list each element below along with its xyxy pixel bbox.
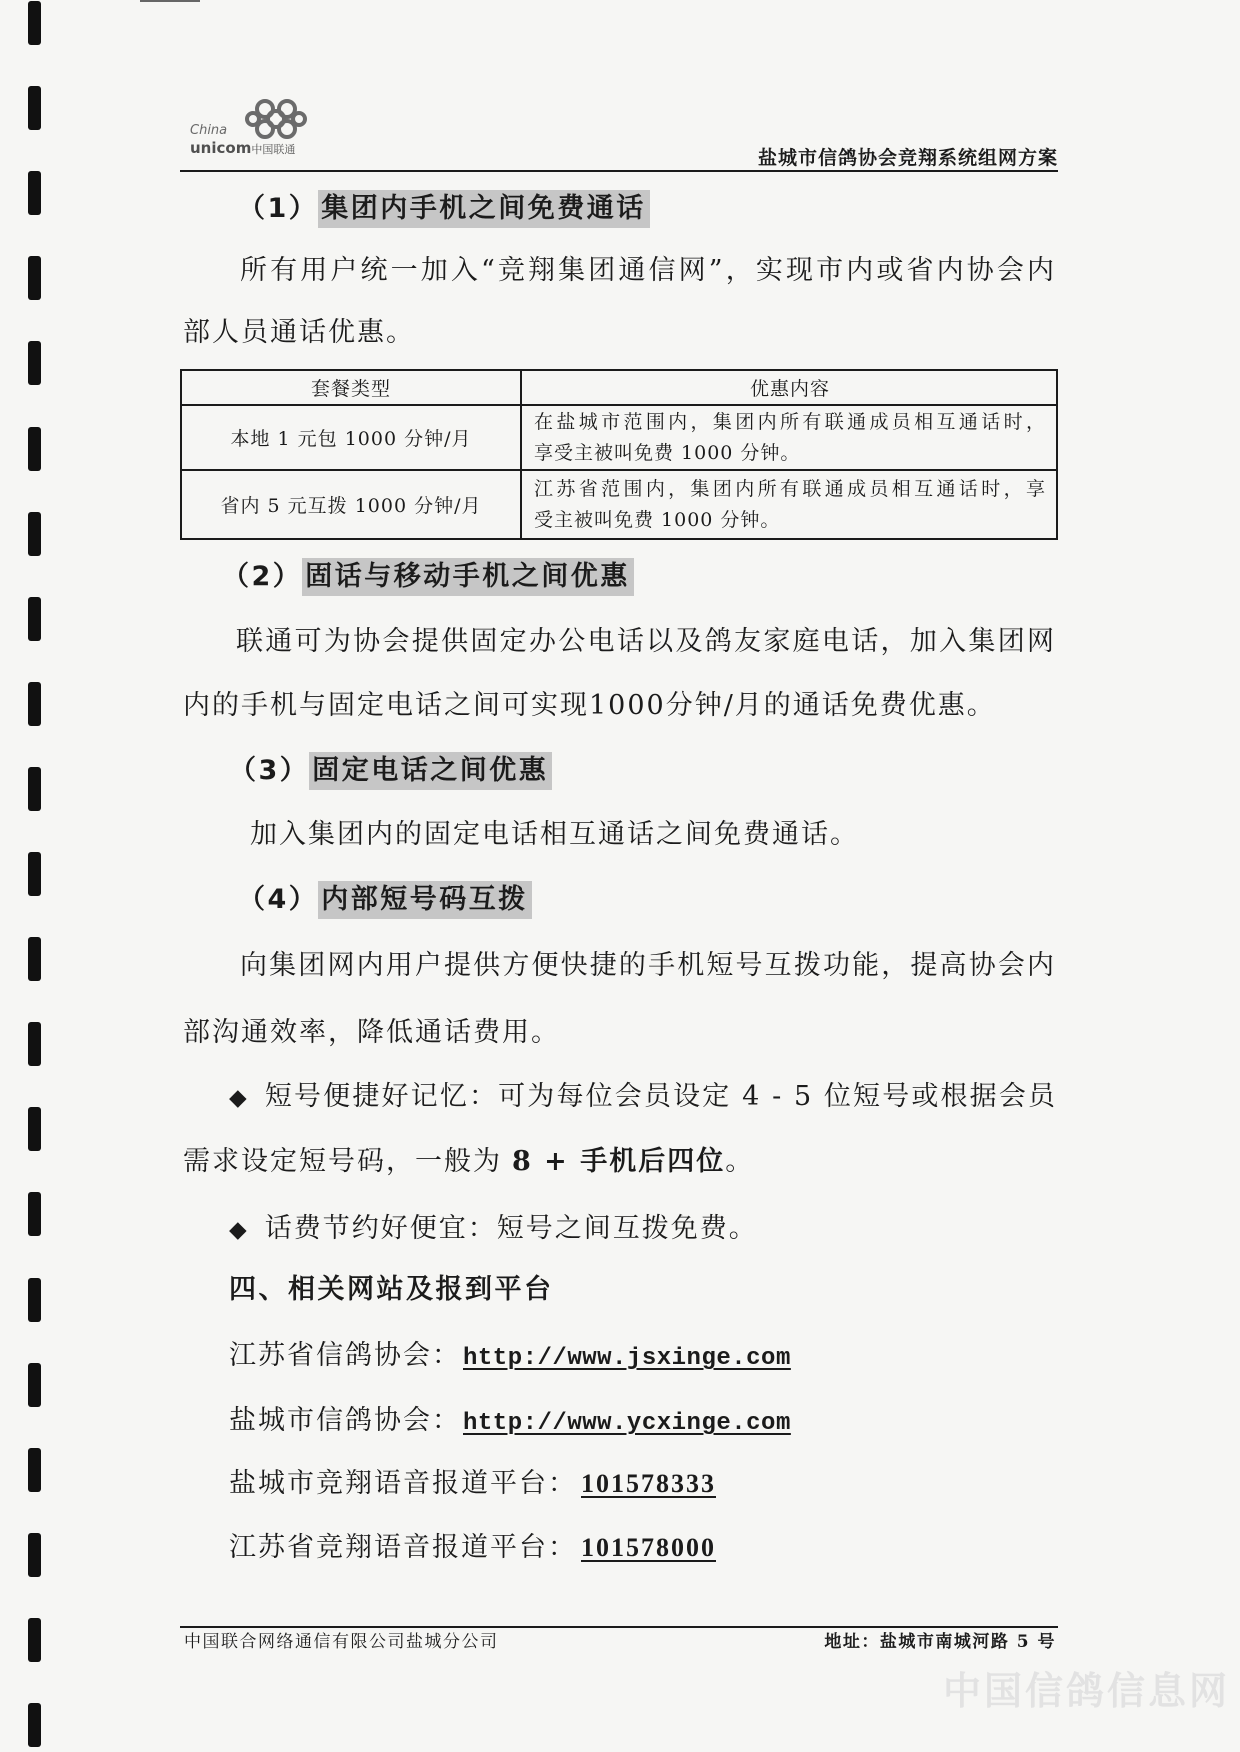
platform-number: 101578333 — [581, 1469, 716, 1498]
bullet-text: 短号便捷好记忆：可为每位会员设定 4 - 5 位短号或根据会员 — [264, 1081, 1057, 1112]
binding-mark — [28, 1448, 41, 1492]
binding-mark — [28, 852, 41, 896]
websites-heading: 四、相关网站及报到平台 — [229, 1274, 554, 1305]
website-label: 盐城市信鸽协会： — [229, 1405, 461, 1436]
benefit-line: 受主被叫免费 1000 分钟。 — [534, 508, 781, 531]
header-rule — [180, 170, 1058, 172]
logo-word-unicom: unicom — [190, 139, 252, 157]
benefit-line: 在盐城市范围内，集团内所有联通成员相互通话时， — [534, 410, 1046, 433]
paragraph-line: 所有用户统一加入“竞翔集团通信网”，实现市内或省内协会内 — [240, 255, 1056, 286]
bullet-text: 。 — [725, 1146, 755, 1177]
section-number: （2） — [222, 561, 303, 592]
binding-mark — [28, 1107, 41, 1151]
benefit-line: 江苏省范围内，集团内所有联通成员相互通话时，享 — [534, 477, 1046, 500]
platform-label: 江苏省竞翔语音报道平台： — [229, 1532, 577, 1563]
table-header-cell — [182, 371, 522, 406]
logo-word-china: China — [190, 123, 228, 138]
bullet-item — [229, 1211, 758, 1247]
binding-mark — [28, 682, 41, 726]
table-cell-plan — [182, 471, 522, 538]
website-url: http://www.ycxinge.com — [463, 1410, 791, 1437]
table-header-benefit: 优惠内容 — [749, 378, 830, 400]
website-item — [229, 1338, 791, 1374]
footer-company: 中国联合网络通信有限公司盐城分公司 — [184, 1632, 499, 1652]
bullet-continuation — [183, 1144, 754, 1180]
plan-name: 本地 1 元包 1000 分钟/月 — [230, 428, 472, 450]
footer-address: 地址：盐城市南城河路 5 号 — [824, 1632, 1056, 1652]
website-label: 江苏省信鸽协会： — [229, 1340, 461, 1371]
section-heading-4 — [238, 881, 532, 919]
binding-mark — [28, 171, 41, 215]
binding-mark — [28, 767, 41, 811]
diamond-bullet-icon: ◆ — [229, 1085, 249, 1111]
watermark: 中国信鸽信息网 — [942, 1669, 1230, 1713]
binding-mark — [28, 1192, 41, 1236]
binding-mark — [28, 512, 41, 556]
platform-number: 101578000 — [581, 1533, 716, 1562]
section-heading-1 — [238, 190, 650, 228]
section-title: 固话与移动手机之间优惠 — [302, 558, 634, 596]
paragraph-line: 向集团网内用户提供方便快捷的手机短号互拨功能，提高协会内 — [240, 950, 1056, 981]
section-number: （1） — [238, 193, 319, 224]
binding-mark — [28, 341, 41, 385]
website-item — [229, 1403, 791, 1439]
binding-mark — [28, 1022, 41, 1066]
paragraph-line: 联通可为协会提供固定办公电话以及鸽友家庭电话，加入集团网 — [236, 626, 1056, 657]
table-cell-benefit — [522, 406, 1056, 471]
platform-label: 盐城市竞翔语音报道平台： — [229, 1468, 577, 1499]
section-title: 集团内手机之间免费通话 — [318, 190, 650, 228]
plan-name: 省内 5 元互拨 1000 分钟/月 — [220, 495, 482, 517]
diamond-bullet-icon: ◆ — [229, 1217, 249, 1243]
table-header-plan: 套餐类型 — [310, 378, 391, 400]
table-header-cell — [522, 371, 1056, 406]
footer-rule — [180, 1626, 1058, 1628]
bullet-bold-text: 8 + 手机后四位 — [512, 1146, 726, 1177]
paragraph-line: 部人员通话优惠。 — [183, 317, 415, 348]
bullet-item — [229, 1079, 1057, 1115]
paragraph-line: 加入集团内的固定电话相互通话之间免费通话。 — [250, 819, 859, 850]
binding-mark — [28, 427, 41, 471]
section-number: （3） — [229, 755, 310, 786]
binding-mark — [28, 1363, 41, 1407]
section-number: （4） — [238, 884, 319, 915]
document-title: 盐城市信鸽协会竞翔系统组网方案 — [757, 147, 1058, 169]
section-title: 内部短号码互拨 — [318, 881, 532, 919]
section-title: 固定电话之间优惠 — [309, 752, 552, 790]
binding-mark — [28, 1278, 41, 1322]
binding-mark — [28, 1533, 41, 1577]
china-unicom-knot-icon — [243, 96, 309, 142]
binding-mark — [28, 86, 41, 130]
bullet-text: 话费节约好便宜：短号之间互拨免费。 — [264, 1213, 758, 1244]
table-cell-plan — [182, 406, 522, 471]
binding-mark — [28, 256, 41, 300]
report-platform-item — [229, 1466, 716, 1502]
logo-name-cn: 中国联通 — [251, 143, 296, 156]
binding-mark — [28, 597, 41, 641]
paragraph-line: 部沟通效率，降低通话费用。 — [183, 1017, 560, 1048]
section-heading-2 — [222, 558, 634, 596]
report-platform-item — [229, 1530, 716, 1566]
binding-mark — [28, 1, 41, 45]
bullet-text: 需求设定短号码，一般为 — [183, 1146, 502, 1177]
paragraph-line: 内的手机与固定电话之间可实现1000分钟/月的通话免费优惠。 — [183, 690, 996, 721]
scan-dash — [140, 0, 200, 2]
logo-wordmark — [190, 140, 295, 158]
website-url: http://www.jsxinge.com — [463, 1345, 791, 1372]
plan-table — [180, 369, 1058, 540]
binding-mark — [28, 937, 41, 981]
binding-mark — [28, 1618, 41, 1662]
benefit-line: 享受主被叫免费 1000 分钟。 — [534, 441, 801, 464]
section-heading-3 — [229, 752, 552, 790]
binding-mark — [28, 1703, 41, 1747]
table-cell-benefit — [522, 471, 1056, 538]
